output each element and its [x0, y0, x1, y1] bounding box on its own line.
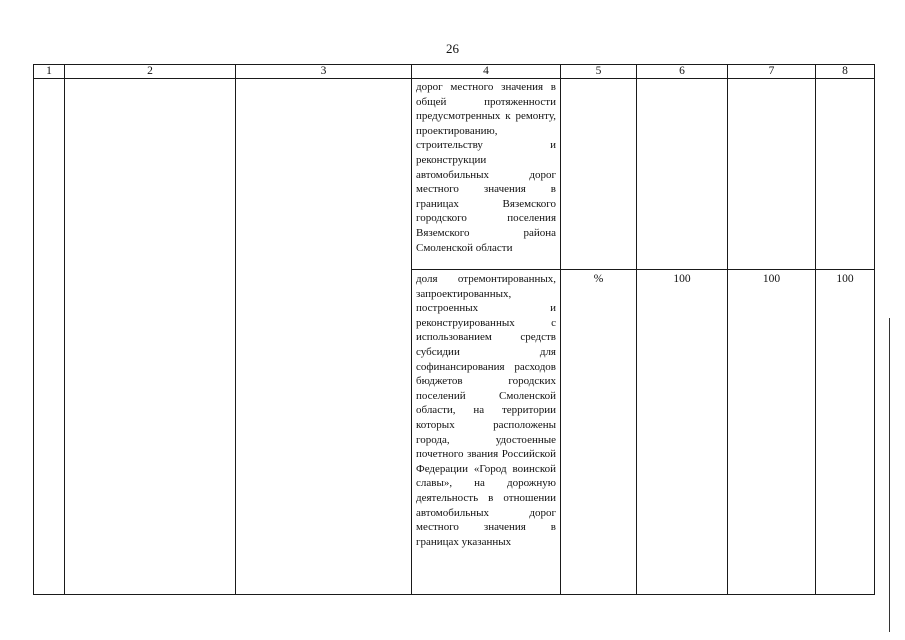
header-cell-1: 1 — [46, 65, 52, 77]
header-cell-6: 6 — [679, 65, 685, 77]
value-cell: 100 — [836, 273, 854, 285]
header-cell-7: 7 — [768, 65, 775, 77]
header-cell-3: 3 — [320, 65, 327, 77]
col-border-2 — [235, 64, 236, 595]
value-cell: 100 — [673, 273, 691, 285]
col-border-7 — [815, 64, 816, 595]
table-bottom-border — [33, 594, 875, 595]
col-border-5 — [636, 64, 637, 595]
indicator-text-cell: доля отремонтированных, запроектированных, построенных и реконструированных с использованием средств субсидии для софинансирования расходов бюджетов городских поселений Смоленской области, на территории которых расположены города, удостоенные почетного звания Российской Федерации «Город воинской славы», на дорожную деятельность в отношении автомобильных дорог местного значения в границах указанных — [416, 273, 556, 548]
indicator-text-cell: дорог местного значения в общей протяженности предусмотренных к ремонту, проектированию, строительству и реконструкции автомобильных дорог местного значения в границах Вяземского городского поселения Вяземского района Смоленской области — [416, 81, 556, 254]
unit-cell: % — [593, 273, 604, 285]
col-border-3 — [411, 64, 412, 595]
col-border-0 — [33, 64, 34, 595]
header-bottom-border — [33, 78, 875, 79]
col-border-4 — [560, 64, 561, 595]
col-border-6 — [727, 64, 728, 595]
scan-edge-line — [889, 318, 890, 632]
header-cell-8: 8 — [842, 65, 848, 77]
header-cell-4: 4 — [483, 65, 489, 77]
header-cell-5: 5 — [595, 65, 602, 77]
header-cell-2: 2 — [147, 65, 153, 77]
row-separator — [411, 269, 875, 270]
col-border-1 — [64, 64, 65, 595]
page-number: 26 — [446, 41, 459, 56]
value-cell: 100 — [762, 273, 781, 285]
col-border-8 — [874, 64, 875, 595]
